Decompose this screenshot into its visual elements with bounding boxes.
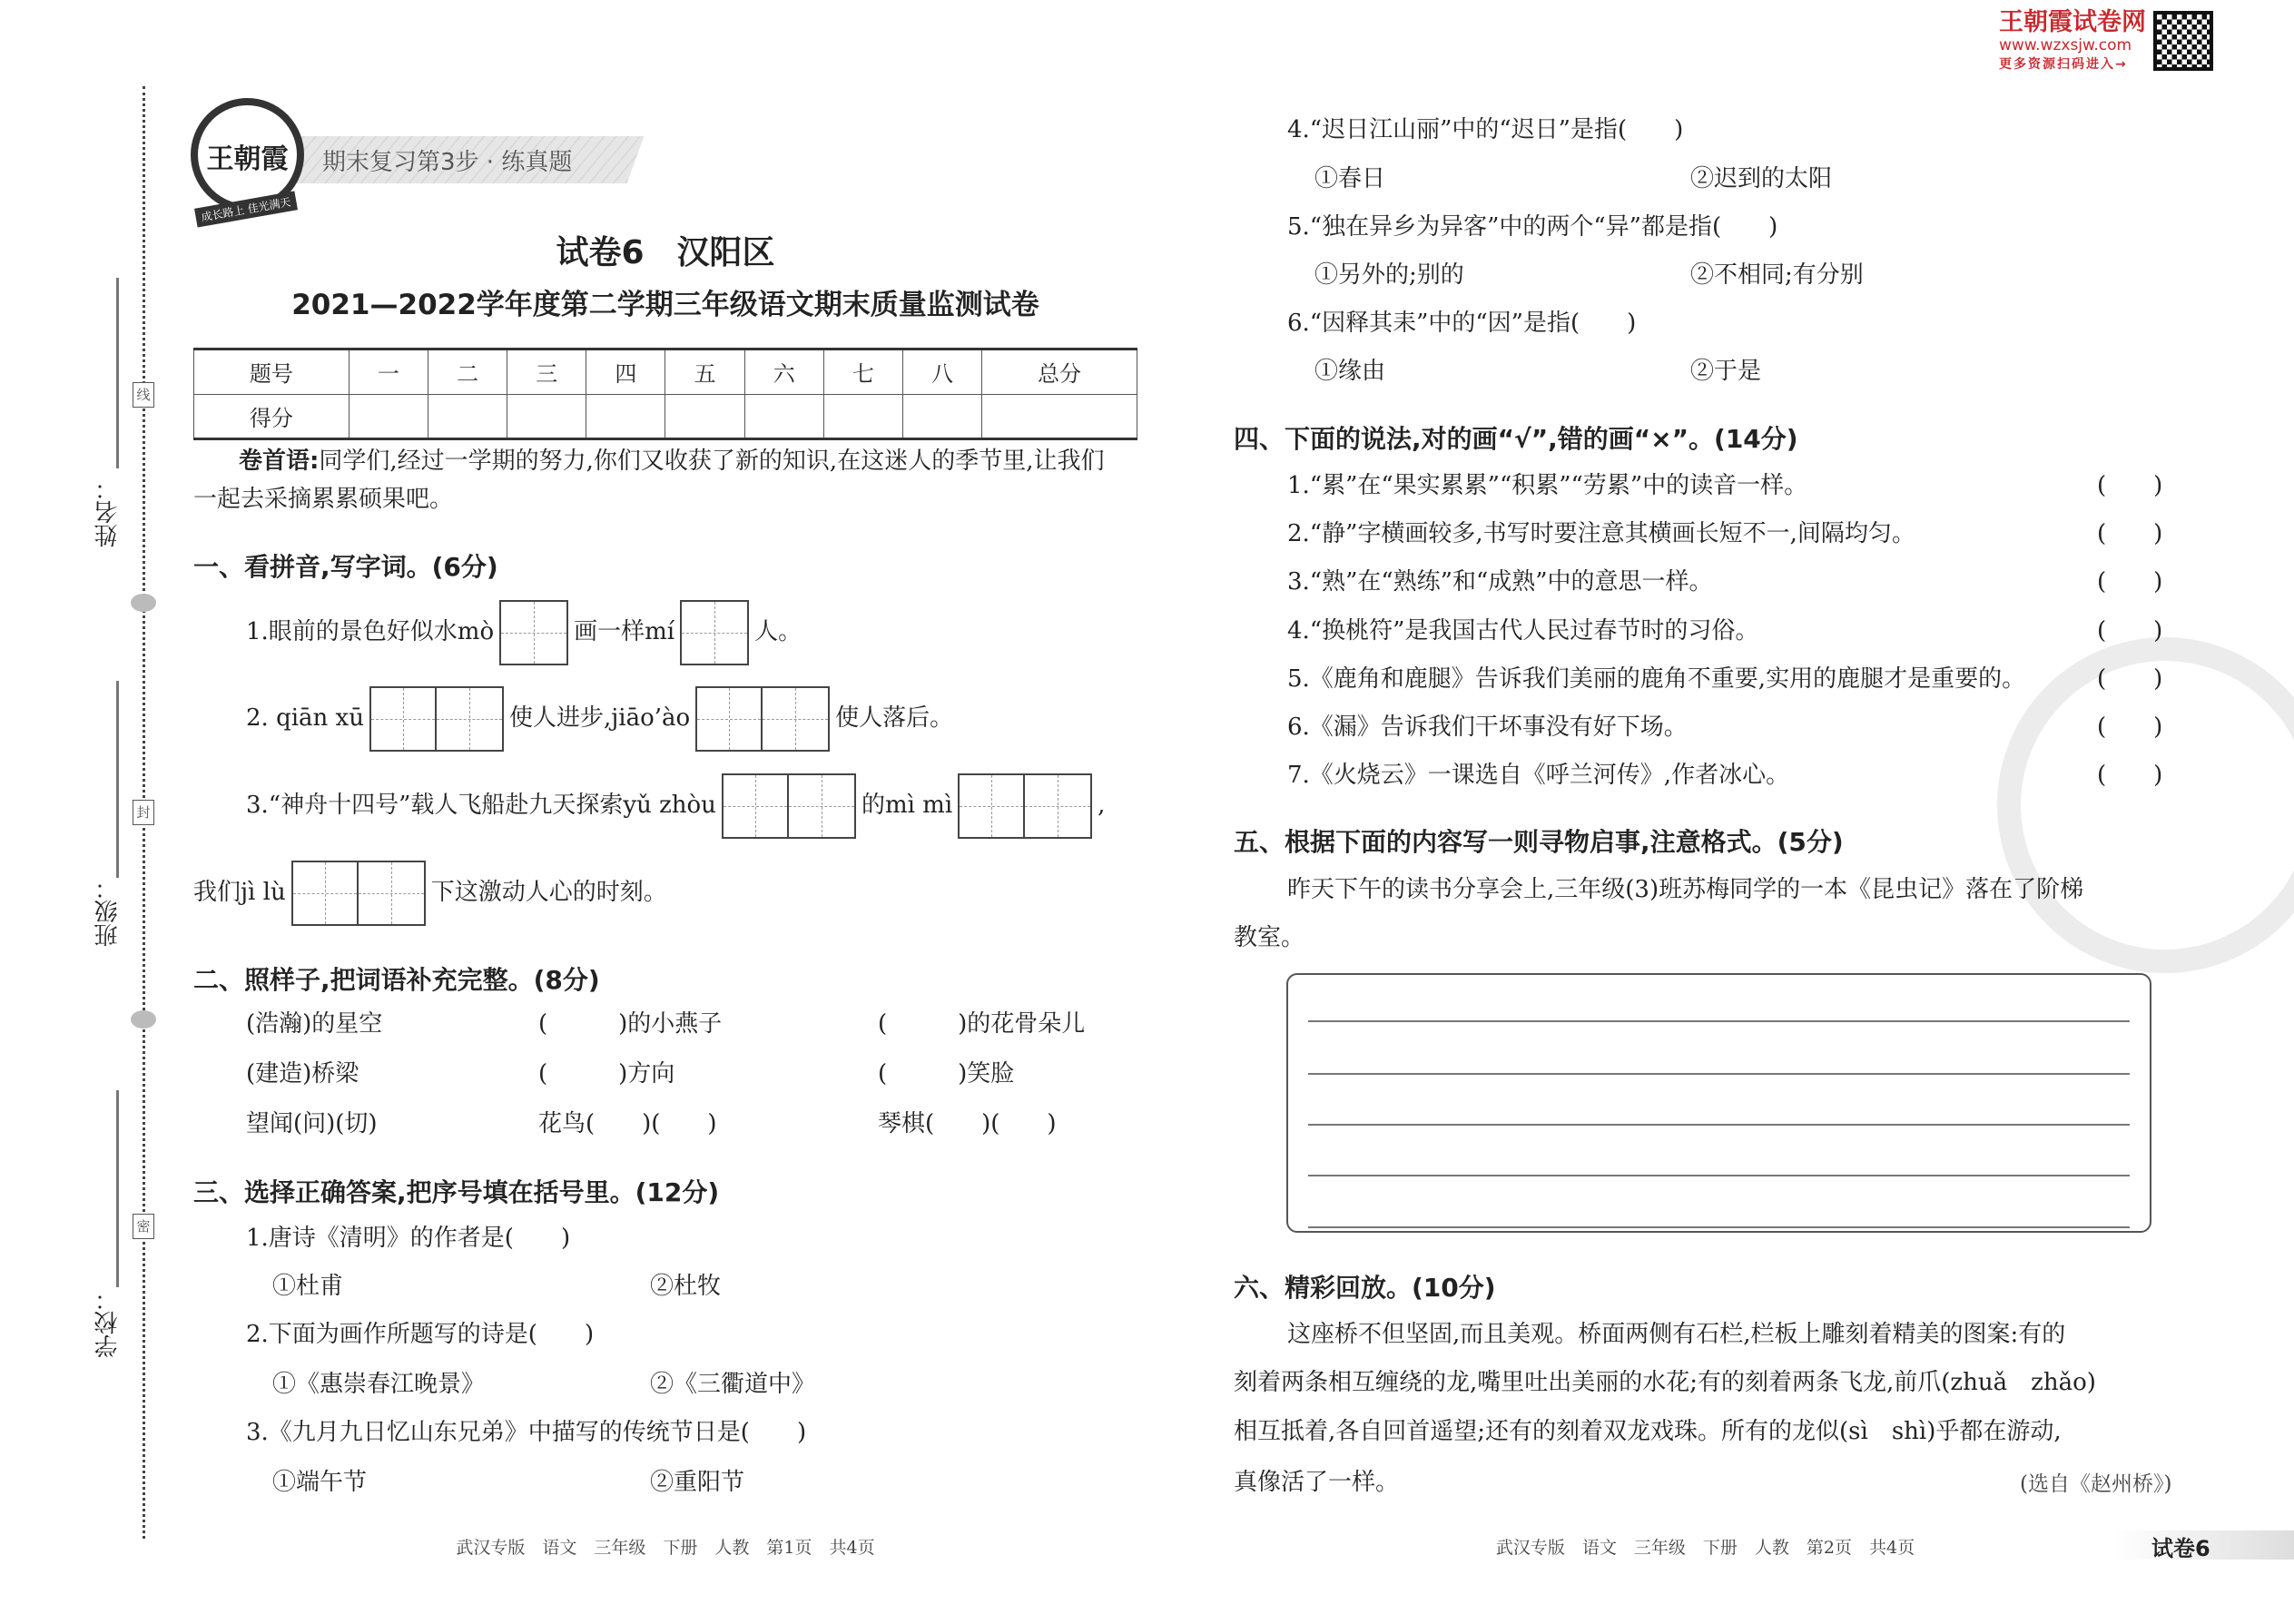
binding-tag-xian: 线 bbox=[133, 382, 154, 408]
s5-text: 昨天下午的读书分享会上,三年级(3)班苏梅同学的一本《昆虫记》落在了阶梯 bbox=[1287, 876, 2084, 903]
table-header: 六 bbox=[744, 349, 823, 395]
s2-item[interactable]: ( )笑脸 bbox=[878, 1060, 1015, 1088]
s6-line: 真像活了一样。 bbox=[1234, 1469, 1400, 1496]
s6-line: 相互抵着,各自回首遥望;还有的刻着双龙戏珠。所有的龙似(sì shì)乎都在游动, bbox=[1234, 1418, 2062, 1445]
s3-option: ②迟到的太阳 bbox=[1690, 165, 1833, 192]
s6-line: 刻着两条相互缠绕的龙,嘴里吐出美丽的水花;有的刻着两条飞龙,前爪(zhuǎ zhǎo) bbox=[1234, 1369, 2096, 1396]
s1-question-2 bbox=[246, 685, 953, 752]
banner-text: 期末复习第3步 · 练真题 bbox=[322, 149, 573, 176]
writing-line bbox=[1308, 1175, 2130, 1176]
s3-option: ②重阳节 bbox=[650, 1469, 745, 1496]
binding-tag-mi: 密 bbox=[133, 1214, 154, 1239]
table-header: 题号 bbox=[194, 349, 350, 395]
tianzi-box[interactable] bbox=[369, 686, 504, 752]
score-cell[interactable] bbox=[586, 394, 665, 439]
s2-item[interactable]: 琴棋( )( ) bbox=[878, 1110, 1057, 1137]
table-header: 二 bbox=[428, 349, 507, 395]
s2-item: (浩瀚)的星空 bbox=[246, 1010, 383, 1038]
writing-line bbox=[1308, 1124, 2130, 1126]
page-title: 试卷6 汉阳区 bbox=[556, 234, 775, 271]
footer-left: 武汉专版 语文 三年级 下册 人教 第1页 共4页 bbox=[456, 1538, 875, 1558]
writing-line bbox=[1308, 1073, 2130, 1075]
q-text: , bbox=[1098, 792, 1106, 819]
s3-question: 6.“因释其耒”中的“因”是指( ) bbox=[1287, 310, 1637, 337]
table-header: 三 bbox=[507, 349, 586, 395]
s4-item: 5.《鹿角和鹿腿》告诉我们美丽的鹿角不重要,实用的鹿腿才是重要的。 bbox=[1287, 665, 2026, 693]
table-header: 四 bbox=[586, 349, 665, 395]
writing-area[interactable] bbox=[1286, 973, 2151, 1233]
logo-motto: 成长路上 佳光满天 bbox=[194, 191, 298, 227]
site-cta: 更多资源扫码进入→ bbox=[1999, 57, 2128, 72]
s3-question: 4.“迟日江山丽”中的“迟日”是指( ) bbox=[1287, 116, 1684, 143]
section-4-title: 四、下面的说法,对的画“√”,错的画“×”。(14分) bbox=[1234, 424, 1798, 454]
s4-item: 3.“熟”在“熟练”和“成熟”中的意思一样。 bbox=[1287, 568, 1713, 595]
s2-item[interactable]: ( )方向 bbox=[538, 1060, 675, 1088]
q-text: 使人落后。 bbox=[835, 704, 954, 732]
q-text: 使人进步,jiāo’ào bbox=[508, 704, 691, 732]
s3-option: ②于是 bbox=[1690, 358, 1762, 385]
score-cell[interactable] bbox=[982, 394, 1137, 439]
s3-option: ①另外的;别的 bbox=[1314, 261, 1464, 289]
answer-paren[interactable]: ( ) bbox=[2097, 568, 2163, 595]
table-header: 一 bbox=[349, 349, 428, 395]
intro-line-2: 一起去采摘累累硕果吧。 bbox=[193, 486, 454, 513]
name-label: 姓名： bbox=[94, 477, 122, 547]
score-table bbox=[193, 348, 1137, 440]
s3-option: ①缘由 bbox=[1314, 358, 1386, 385]
tianzi-box[interactable] bbox=[722, 773, 856, 839]
school-label: 学校： bbox=[94, 1287, 122, 1358]
s4-item: 7.《火烧云》一课选自《呼兰河传》,作者冰心。 bbox=[1287, 762, 1790, 789]
q-text: 我们jì lù bbox=[193, 879, 286, 906]
answer-paren[interactable]: ( ) bbox=[2097, 520, 2163, 547]
binding-tag-feng: 封 bbox=[133, 800, 154, 825]
s3-option: ②《三衢道中》 bbox=[650, 1371, 816, 1398]
s3-option: ①春日 bbox=[1314, 165, 1386, 192]
table-row bbox=[194, 394, 1137, 439]
site-url[interactable]: www.wzxsjw.com bbox=[1999, 36, 2132, 54]
s5-text: 教室。 bbox=[1234, 924, 1305, 951]
binding-hole-icon bbox=[131, 1010, 156, 1029]
s2-item[interactable]: ( )的花骨朵儿 bbox=[878, 1010, 1086, 1038]
s3-question: 1.唐诗《清明》的作者是( ) bbox=[246, 1225, 571, 1252]
intro-text: 同学们,经过一学期的努力,你们又收获了新的知识,在这迷人的季节里,让我们 bbox=[319, 448, 1105, 475]
site-name: 王朝霞试卷网 bbox=[1999, 8, 2146, 36]
footer-right: 武汉专版 语文 三年级 下册 人教 第2页 共4页 bbox=[1495, 1538, 1915, 1558]
q-text: 的mì mì bbox=[861, 792, 953, 819]
class-label: 班级： bbox=[94, 876, 122, 947]
answer-paren[interactable]: ( ) bbox=[2097, 762, 2163, 789]
table-header: 五 bbox=[665, 349, 744, 395]
s4-item: 4.“换桃符”是我国古代人民过春节时的习俗。 bbox=[1287, 617, 1759, 645]
s4-item: 6.《漏》告诉我们干坏事没有好下场。 bbox=[1287, 714, 1688, 741]
s6-line: 这座桥不但坚固,而且美观。桥面两侧有石栏,栏板上雕刻着精美的图案:有的 bbox=[1287, 1321, 2066, 1348]
logo-text: 王朝霞 bbox=[206, 143, 289, 175]
q-text: 3.“神舟十四号”载人飞船赴九天探索yǔ zhòu bbox=[246, 792, 716, 819]
score-cell[interactable] bbox=[744, 394, 823, 439]
exam-tab-label: 试卷6 bbox=[2151, 1536, 2210, 1561]
q-text: 人。 bbox=[754, 618, 802, 645]
s3-option: ②杜牧 bbox=[650, 1273, 722, 1300]
section-6-title: 六、精彩回放。(10分) bbox=[1234, 1273, 1496, 1303]
score-cell[interactable] bbox=[823, 394, 902, 439]
binding-hole-icon bbox=[131, 594, 156, 612]
s1-question-1 bbox=[246, 599, 802, 665]
s3-option: ①《惠崇春江晚景》 bbox=[272, 1371, 486, 1398]
table-header: 八 bbox=[902, 349, 981, 395]
s3-option: ②不相同;有分别 bbox=[1690, 261, 1864, 289]
section-3-title: 三、选择正确答案,把序号填在括号里。(12分) bbox=[193, 1177, 720, 1207]
section-2-title: 二、照样子,把词语补充完整。(8分) bbox=[193, 965, 600, 995]
tianzi-box[interactable] bbox=[499, 600, 568, 665]
score-cell[interactable] bbox=[507, 394, 586, 439]
answer-paren[interactable]: ( ) bbox=[2097, 665, 2163, 693]
s1-question-3 bbox=[246, 773, 1105, 839]
answer-paren[interactable]: ( ) bbox=[2097, 617, 2163, 645]
school-field[interactable] bbox=[116, 1090, 119, 1287]
q-text: 1.眼前的景色好似水mò bbox=[246, 618, 495, 645]
q-text: 下这激动人心的时刻。 bbox=[430, 879, 667, 906]
score-row-label: 得分 bbox=[194, 394, 350, 439]
table-header: 总分 bbox=[982, 349, 1137, 395]
s3-option: ①端午节 bbox=[272, 1469, 368, 1496]
s3-question: 3.《九月九日忆山东兄弟》中描写的传统节日是( ) bbox=[246, 1419, 807, 1446]
tianzi-box[interactable] bbox=[695, 686, 830, 752]
score-cell[interactable] bbox=[665, 394, 744, 439]
score-cell[interactable] bbox=[902, 394, 981, 439]
tianzi-box[interactable] bbox=[291, 861, 426, 926]
s3-option: ①杜甫 bbox=[272, 1273, 344, 1300]
s3-question: 2.下面为画作所题写的诗是( ) bbox=[246, 1321, 595, 1348]
writing-line bbox=[1308, 1226, 2130, 1228]
s6-source: (选自《赵州桥》) bbox=[2020, 1472, 2172, 1496]
class-field[interactable] bbox=[116, 681, 119, 878]
intro-label: 卷首语: bbox=[239, 448, 320, 475]
qr-code-icon[interactable] bbox=[2153, 11, 2213, 71]
s1-question-3-cont bbox=[193, 860, 667, 926]
s2-item[interactable]: 花鸟( )( ) bbox=[538, 1110, 717, 1137]
section-1-title: 一、看拼音,写字词。(6分) bbox=[193, 552, 498, 582]
table-row bbox=[194, 349, 1137, 395]
answer-paren[interactable]: ( ) bbox=[2097, 472, 2163, 499]
section-5-title: 五、根据下面的内容写一则寻物启事,注意格式。(5分) bbox=[1234, 827, 1844, 857]
score-cell[interactable] bbox=[349, 394, 428, 439]
score-cell[interactable] bbox=[428, 394, 507, 439]
s4-item: 1.“累”在“果实累累”“积累”“劳累”中的读音一样。 bbox=[1287, 472, 1808, 499]
tianzi-box[interactable] bbox=[958, 773, 1092, 839]
tianzi-box[interactable] bbox=[680, 600, 749, 665]
writing-line bbox=[1308, 1020, 2130, 1022]
intro-line-1 bbox=[239, 446, 1104, 477]
s2-item: (建造)桥梁 bbox=[246, 1060, 359, 1088]
page-subtitle: 2021—2022学年度第二学期三年级语文期末质量监测试卷 bbox=[291, 289, 1039, 321]
s2-item[interactable]: ( )的小燕子 bbox=[538, 1010, 723, 1038]
answer-paren[interactable]: ( ) bbox=[2097, 714, 2163, 741]
s2-item: 望闻(问)(切) bbox=[246, 1110, 378, 1137]
table-header: 七 bbox=[823, 349, 902, 395]
s4-item: 2.“静”字横画较多,书写时要注意其横画长短不一,间隔均匀。 bbox=[1287, 520, 1915, 547]
s3-question: 5.“独在异乡为异客”中的两个“异”都是指( ) bbox=[1287, 213, 1778, 241]
q-text: 2. qiān xū bbox=[246, 704, 364, 732]
q-text: 画一样mí bbox=[574, 618, 675, 645]
